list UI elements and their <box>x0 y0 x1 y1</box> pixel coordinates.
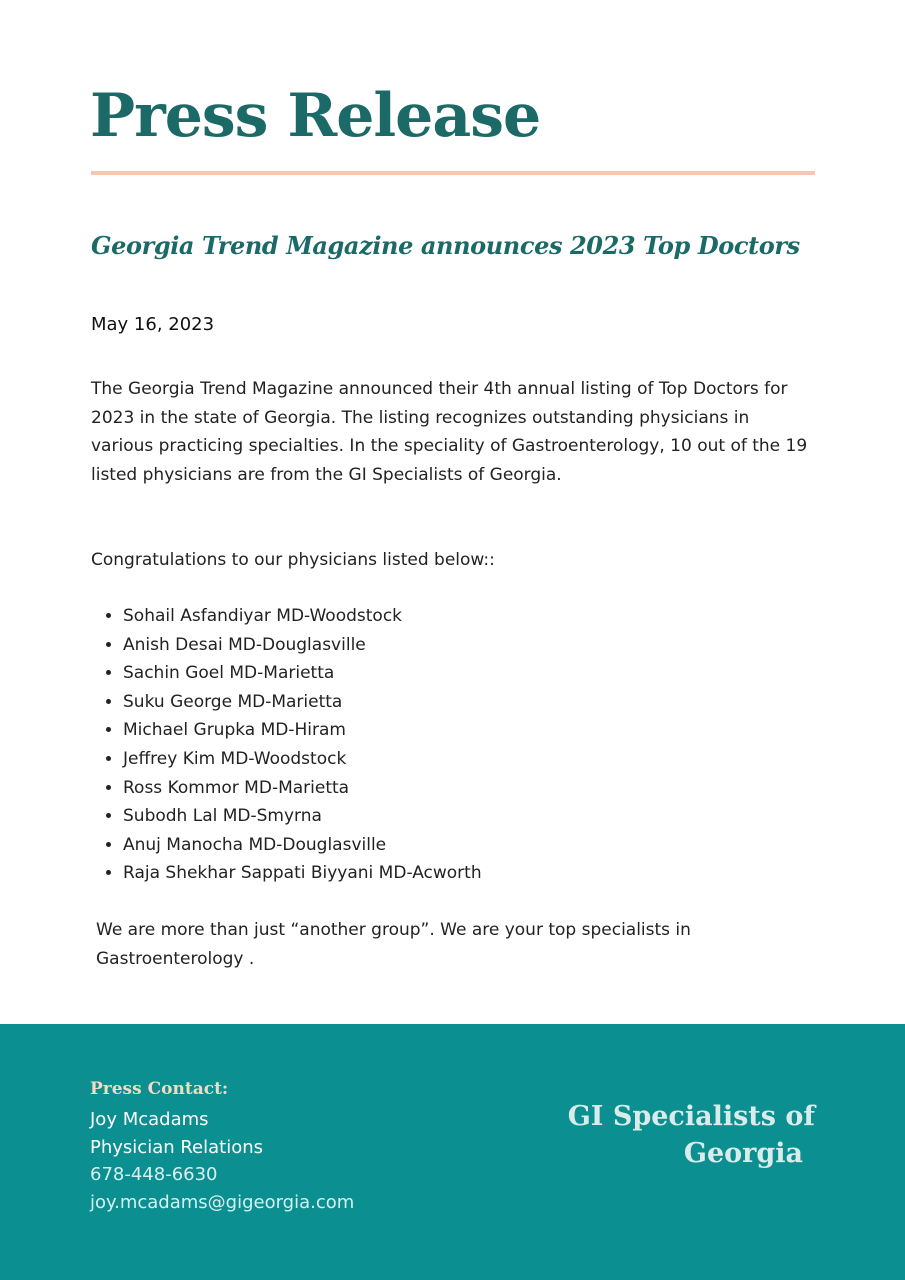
contact-phone[interactable]: 678-448-6630 <box>90 1164 218 1185</box>
list-item: • Raja Shekhar Sappati Biyyani MD-Acworth <box>123 859 482 888</box>
release-date: May 16, 2023 <box>91 314 215 335</box>
contact-name: Joy Mcadams <box>90 1109 209 1130</box>
contact-email[interactable]: joy.mcadams@gigeorgia.com <box>90 1192 355 1213</box>
contact-role: Physician Relations <box>90 1137 264 1158</box>
list-item: • Michael Grupka MD-Hiram <box>123 716 482 745</box>
page-title: Press Release <box>90 81 541 151</box>
contact-heading: Press Contact: <box>90 1079 229 1099</box>
list-item: • Anish Desai MD-Douglasville <box>123 631 482 660</box>
list-item: • Sohail Asfandiyar MD-Woodstock <box>123 602 482 631</box>
closing-paragraph: We are more than just “another group”. We are your top specialists in Gastroenterology . <box>96 920 691 969</box>
congrats-text: Congratulations to our physicians listed below:: <box>91 550 495 570</box>
divider <box>91 171 815 175</box>
list-item: • Subodh Lal MD-Smyrna <box>123 802 482 831</box>
headline: Georgia Trend Magazine announces 2023 Top Doctors <box>91 231 800 260</box>
brand-name <box>560 1098 815 1172</box>
brand-line-2: Georgia <box>683 1138 803 1169</box>
intro-paragraph: The Georgia Trend Magazine announced their 4th annual listing of Top Doctors for 2023 in the state of Georgia. The listing recognizes outstanding physicians in various practicing specialties. In the speciality of Gastroenterology, 10 out of the 19 listed physicians are from the GI Specialists of Georgia. <box>91 379 808 485</box>
list-item: • Ross Kommor MD-Marietta <box>123 774 482 803</box>
list-item: • Anuj Manocha MD-Douglasville <box>123 831 482 860</box>
physician-list <box>91 602 482 888</box>
list-item: • Sachin Goel MD-Marietta <box>123 659 482 688</box>
brand-line-1: GI Specialists of <box>567 1101 815 1132</box>
list-item: • Jeffrey Kim MD-Woodstock <box>123 745 482 774</box>
list-item: • Suku George MD-Marietta <box>123 688 482 717</box>
